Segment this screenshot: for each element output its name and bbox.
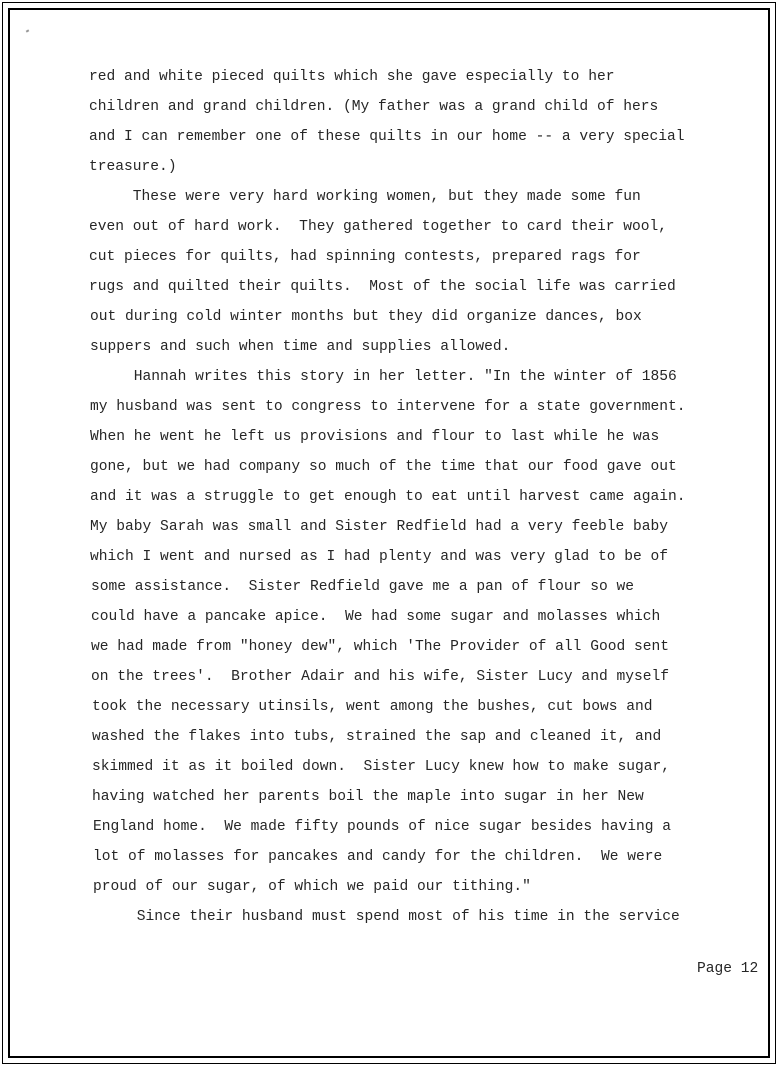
text-line: my husband was sent to congress to intervene for a state government. (90, 399, 686, 415)
text-line: took the necessary utinsils, went among the bushes, cut bows and (92, 699, 653, 715)
text-line: treasure.) (89, 159, 177, 175)
text-line: even out of hard work. They gathered together to card their wool, (89, 219, 668, 235)
text-line: having watched her parents boil the maple into sugar in her New (92, 789, 644, 805)
text-line: could have a pancake apice. We had some sugar and molasses which (91, 609, 661, 625)
text-line: When he went he left us provisions and flour to last while he was (90, 429, 660, 445)
text-line: lot of molasses for pancakes and candy for the children. We were (93, 849, 663, 865)
text-line: England home. We made fifty pounds of nice sugar besides having a (93, 819, 672, 835)
text-line: and it was a struggle to get enough to eat until harvest came again. (90, 489, 686, 505)
text-line: washed the flakes into tubs, strained the sap and cleaned it, and (92, 729, 662, 745)
text-line: which I went and nursed as I had plenty and was very glad to be of (90, 549, 669, 565)
text-line: we had made from "honey dew", which 'The Provider of all Good sent (91, 639, 670, 655)
text-line: suppers and such when time and supplies allowed. (90, 339, 511, 355)
text-line: gone, but we had company so much of the time that our food gave out (90, 459, 677, 475)
text-line: on the trees'. Brother Adair and his wife, Sister Lucy and myself (91, 669, 670, 685)
text-line: skimmed it as it boiled down. Sister Lucy knew how to make sugar, (92, 759, 671, 775)
text-line: My baby Sarah was small and Sister Redfield had a very feeble baby (90, 519, 669, 535)
page-number: Page 12 (697, 961, 759, 977)
text-line: and I can remember one of these quilts in our home -- a very special (89, 129, 685, 145)
text-line: children and grand children. (My father was a grand child of hers (89, 99, 659, 115)
text-line: rugs and quilted their quilts. Most of the social life was carried (89, 279, 676, 295)
text-line: some assistance. Sister Redfield gave me a pan of flour so we (91, 579, 634, 595)
text-line: red and white pieced quilts which she gave especially to her (89, 69, 615, 85)
text-line: Since their husband must spend most of his time in the service (93, 909, 680, 925)
text-line: Hannah writes this story in her letter. "In the winter of 1856 (90, 369, 677, 385)
text-line: These were very hard working women, but they made some fun (89, 189, 641, 205)
text-line: proud of our sugar, of which we paid our tithing." (93, 879, 531, 895)
text-line: out during cold winter months but they did organize dances, box (90, 309, 642, 325)
text-line: cut pieces for quilts, had spinning contests, prepared rags for (89, 249, 641, 265)
